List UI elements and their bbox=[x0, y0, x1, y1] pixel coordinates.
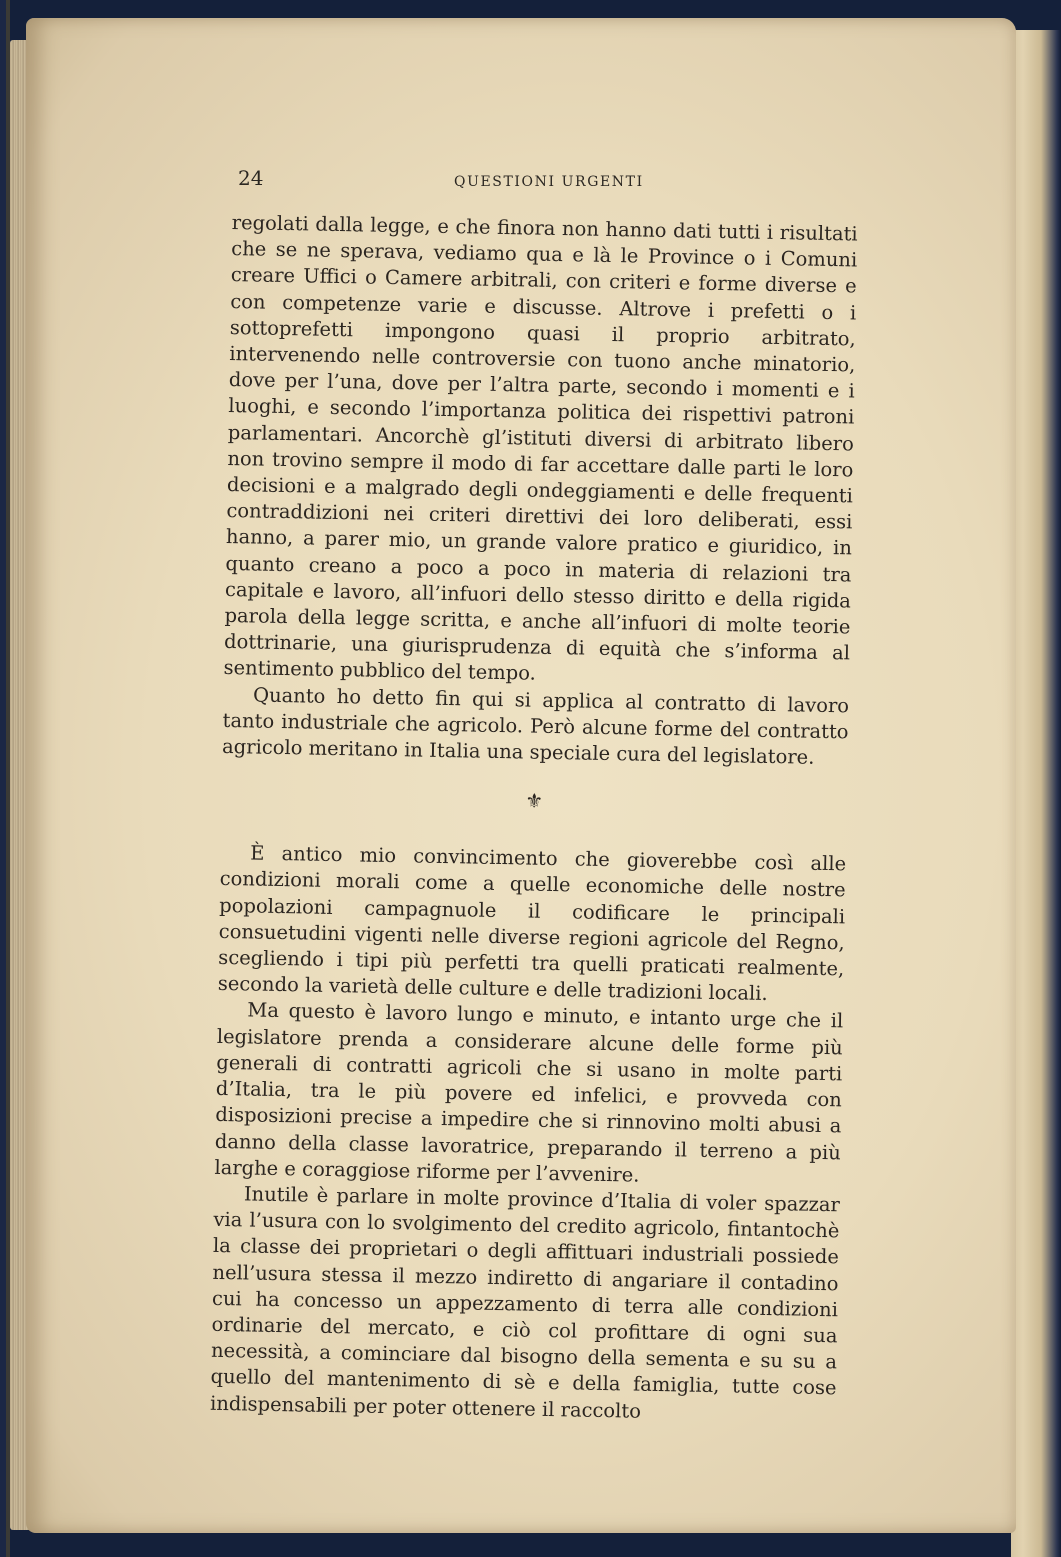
paragraph-5: Inutile è parlare in molte province d’Italia di voler spazzar via l’usura con lo svolgimento del credito agricolo, fintantochè la classe dei proprietari o degli affittuari industriali possiede nell’usura stessa il mezzo indiretto di angariare il contadino cui ha concesso un appezzamento di terra alle condizioni ordinarie del mercato, e ciò col profittare di ogni sua necessità, a cominciare dal bisogno della sementa e su su a quello del mantenimento di sè e della famiglia, tutte cose indispensabili per poter ottenere il raccolto bbox=[209, 1182, 841, 1423]
running-head: QUESTIONI URGENTI bbox=[454, 174, 644, 190]
body-text bbox=[210, 210, 858, 1428]
section-ornament-icon: ⚜ bbox=[525, 788, 544, 814]
paragraph-3: È antico mio convincimento che gioverebbe così alle condizioni morali come a quelle economiche delle nostre popolazioni campagnuole il codificare le principali consuetudini vigenti nelle diverse regioni agricole del Regno, scegliendo i tipi più perfetti tra quelli praticati realmente, secondo la varietà delle culture e delle tradizioni locali. bbox=[217, 841, 847, 1006]
paragraph-2: Quanto ho detto fin qui si applica al contratto di lavoro tanto industriale che agricolo. Però alcune forme del contratto agricolo meritano in Italia una speciale cura del legislatore. bbox=[221, 683, 850, 769]
page-header bbox=[238, 166, 708, 196]
page-number: 24 bbox=[238, 166, 264, 190]
right-page-edges bbox=[1011, 30, 1061, 1557]
paragraph-1: regolati dalla legge, e che finora non hanno dati tutti i risultati che se ne sperava, vediamo qua e là le Province o i Comuni creare Uffici o Camere arbitrali, con criteri e forme diverse e con competenze varie e discusse. Altrove i prefetti o i sottoprefetti impongono quasi il proprio arbitrato, intervenendo nelle controversie con tuono anche minatorio, dove per l’una, dove per l’altra parte, secondo i momenti e i luoghi, e secondo l’importanza politica dei rispettivi patroni parlamentari. Ancorchè gl’istituti diversi di arbitrato libero non trovino sempre il modo di far accettare dalle parti le loro decisioni e a malgrado degli ondeggiamenti e delle frequenti contraddizioni nei criteri direttivi dei loro deliberati, essi hanno, a parer mio, un grande valore pratico e giuridico, in quanto creano a poco a poco in materia di relazioni tra capitale e lavoro, all’infuori dello stesso diritto e della rigida parola della legge scritta, e anche all’infuori di molte teorie dottrinarie, una giurisprudenza di equità che s’informa al sentimento pubblico del tempo. bbox=[223, 210, 858, 686]
paragraph-4: Ma questo è lavoro lungo e minuto, e intanto urge che il legislatore prenda a considerare alcune delle forme più generali di contratti agricoli che si usano in molte parti d’Italia, tra le più povere ed infelici, e provveda con disposizioni precise a impedire che si rinnovino molti abusi a danno della classe lavoratrice, preparando il terreno a più larghe e coraggiose riforme per l’avvenire. bbox=[214, 998, 844, 1187]
